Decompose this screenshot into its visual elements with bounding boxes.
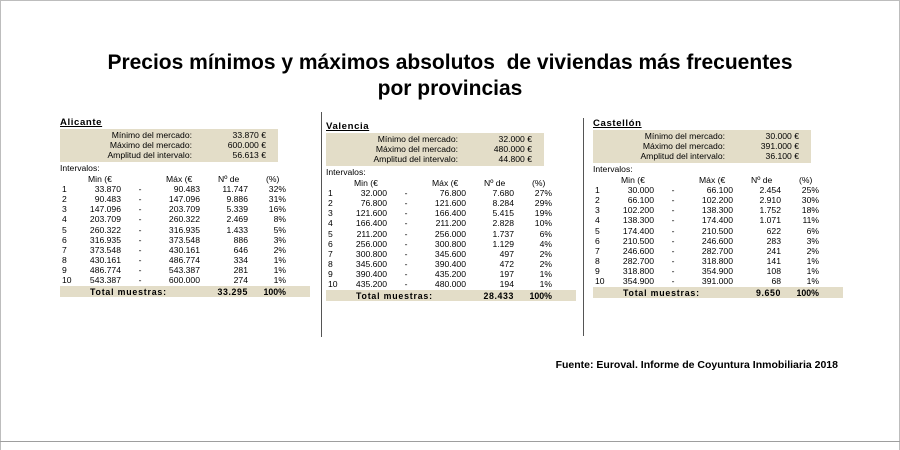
cell-max: 256.000 <box>434 228 466 239</box>
header-min: Min (€ <box>621 174 645 185</box>
cell-percent: 32% <box>268 183 286 194</box>
max-value: 391.000 € <box>760 141 799 152</box>
cell-index: 5 <box>62 224 67 235</box>
cell-percent: 1% <box>273 265 286 276</box>
province-panel <box>593 119 843 298</box>
cell-percent: 4% <box>539 238 552 249</box>
max-label: Máximo del mercado: <box>642 141 725 152</box>
total-label: Total muestras: <box>356 290 433 301</box>
max-label: Máximo del mercado: <box>109 140 192 151</box>
cell-min: 354.900 <box>622 276 654 287</box>
cell-index: 1 <box>595 184 600 195</box>
header-min: Min (€ <box>354 177 378 188</box>
cell-min: 318.800 <box>622 266 654 277</box>
cell-max: 345.600 <box>434 248 466 259</box>
cell-count: 1.129 <box>492 238 514 249</box>
cell-min: 390.400 <box>355 269 387 280</box>
cell-count: 274 <box>233 275 248 286</box>
table-row <box>326 239 576 249</box>
intervals-label: Intervalos: <box>60 162 100 173</box>
market-summary <box>60 129 278 162</box>
cell-min: 66.100 <box>627 194 654 205</box>
cell-percent: 2% <box>539 248 552 259</box>
cell-max: 282.700 <box>701 245 733 256</box>
cell-max: 102.200 <box>701 194 733 205</box>
cell-index: 5 <box>595 225 600 236</box>
separator-2 <box>583 118 584 336</box>
cell-dash: - <box>138 224 142 235</box>
cell-min: 121.600 <box>355 208 387 219</box>
cell-percent: 19% <box>534 208 552 219</box>
cell-max: 480.000 <box>434 279 466 290</box>
table-row <box>593 276 843 286</box>
table-row <box>593 205 843 215</box>
cell-percent: 8% <box>273 214 286 225</box>
cell-dash: - <box>671 245 675 256</box>
province-panel <box>326 122 576 301</box>
table-row <box>60 225 310 235</box>
cell-index: 7 <box>328 248 333 259</box>
cell-min: 300.800 <box>355 248 387 259</box>
province-panel <box>60 118 310 297</box>
cell-count: 194 <box>499 279 514 290</box>
frame-border-bottom <box>0 441 900 442</box>
min-label: Mínimo del mercado: <box>377 134 458 144</box>
cell-index: 9 <box>62 265 67 276</box>
cell-count: 9.886 <box>226 193 248 204</box>
market-summary <box>593 130 811 163</box>
cell-max: 316.935 <box>168 224 200 235</box>
table-row <box>60 184 310 194</box>
cell-count: 622 <box>766 225 781 236</box>
amplitud-value: 44.800 € <box>498 154 532 165</box>
cell-dash: - <box>138 183 142 194</box>
cell-dash: - <box>138 193 142 204</box>
cell-count: 241 <box>766 245 781 256</box>
cell-max: 435.200 <box>434 269 466 280</box>
cell-index: 1 <box>62 183 67 194</box>
summary-row-amplitud <box>60 150 278 160</box>
cell-dash: - <box>404 197 408 208</box>
cell-min: 147.096 <box>89 204 121 215</box>
cell-dash: - <box>671 194 675 205</box>
cell-index: 9 <box>595 266 600 277</box>
cell-percent: 25% <box>801 184 819 195</box>
cell-min: 435.200 <box>355 279 387 290</box>
cell-max: 373.548 <box>168 234 200 245</box>
table-row <box>326 229 576 239</box>
cell-min: 256.000 <box>355 238 387 249</box>
table-header <box>60 174 310 184</box>
cell-min: 543.387 <box>89 275 121 286</box>
cell-min: 373.548 <box>89 244 121 255</box>
cell-index: 10 <box>62 275 72 286</box>
total-label: Total muestras: <box>90 286 167 297</box>
cell-index: 1 <box>328 187 333 198</box>
cell-dash: - <box>138 255 142 266</box>
summary-row-max <box>326 144 544 154</box>
cell-min: 33.870 <box>94 183 121 194</box>
cell-count: 141 <box>766 256 781 267</box>
cell-percent: 1% <box>539 269 552 280</box>
table-row <box>326 259 576 269</box>
cell-min: 30.000 <box>627 184 654 195</box>
cell-dash: - <box>138 214 142 225</box>
cell-count: 2.454 <box>759 184 781 195</box>
cell-count: 2.828 <box>492 218 514 229</box>
total-value: 9.650 <box>755 287 781 298</box>
cell-count: 1.433 <box>226 224 248 235</box>
cell-dash: - <box>404 248 408 259</box>
table-row <box>60 275 310 285</box>
cell-index: 10 <box>595 276 605 287</box>
total-value: 28.433 <box>483 290 514 301</box>
cell-percent: 1% <box>273 275 286 286</box>
cell-min: 282.700 <box>622 256 654 267</box>
header-percent: (%) <box>266 173 280 184</box>
cell-percent: 1% <box>806 266 819 277</box>
cell-percent: 18% <box>801 205 819 216</box>
cell-count: 2.469 <box>226 214 248 225</box>
cell-min: 76.800 <box>360 197 387 208</box>
cell-count: 68 <box>771 276 781 287</box>
table-row <box>60 204 310 214</box>
cell-count: 5.339 <box>226 204 248 215</box>
table-row <box>326 249 576 259</box>
total-percent: 100% <box>263 286 286 297</box>
cell-max: 211.200 <box>435 218 466 229</box>
summary-row-min <box>60 130 278 140</box>
cell-max: 203.709 <box>168 204 200 215</box>
cell-dash: - <box>671 205 675 216</box>
cell-count: 197 <box>499 269 514 280</box>
cell-max: 390.400 <box>434 259 466 270</box>
table-row <box>60 245 310 255</box>
cell-count: 7.680 <box>492 187 514 198</box>
cell-min: 486.774 <box>89 265 121 276</box>
summary-row-min <box>593 131 811 141</box>
max-value: 600.000 € <box>227 140 266 151</box>
cell-index: 10 <box>328 279 338 290</box>
cell-percent: 30% <box>801 194 819 205</box>
amplitud-label: Amplitud del intervalo: <box>640 151 725 162</box>
cell-min: 174.400 <box>622 225 654 236</box>
frame-border-top <box>0 0 900 1</box>
table-row <box>593 256 843 266</box>
cell-index: 4 <box>62 214 67 225</box>
cell-count: 1.752 <box>759 205 781 216</box>
cell-percent: 31% <box>268 193 286 204</box>
cell-dash: - <box>138 244 142 255</box>
table-row <box>593 185 843 195</box>
summary-row-amplitud <box>593 151 811 161</box>
cell-index: 8 <box>595 256 600 267</box>
cell-min: 430.161 <box>89 255 121 266</box>
cell-min: 138.300 <box>622 215 654 226</box>
summary-row-min <box>326 134 544 144</box>
cell-max: 90.483 <box>173 183 200 194</box>
total-row <box>326 290 576 301</box>
cell-index: 6 <box>328 238 333 249</box>
total-label: Total muestras: <box>623 287 700 298</box>
cell-max: 600.000 <box>168 275 200 286</box>
cell-dash: - <box>404 218 408 229</box>
table-row <box>593 226 843 236</box>
cell-index: 2 <box>595 194 600 205</box>
page-title <box>0 50 900 102</box>
cell-count: 497 <box>499 248 514 259</box>
cell-dash: - <box>671 256 675 267</box>
table-row <box>593 246 843 256</box>
min-label: Mínimo del mercado: <box>644 131 725 141</box>
table-row <box>326 269 576 279</box>
cell-max: 147.096 <box>168 193 200 204</box>
table-row <box>60 265 310 275</box>
header-count: Nº de <box>218 173 240 184</box>
cell-index: 9 <box>328 269 333 280</box>
cell-percent: 10% <box>534 218 552 229</box>
cell-percent: 16% <box>268 204 286 215</box>
table-row <box>593 266 843 276</box>
cell-percent: 2% <box>273 244 286 255</box>
cell-dash: - <box>404 228 408 239</box>
cell-count: 8.284 <box>492 197 514 208</box>
cell-dash: - <box>404 279 408 290</box>
cell-dash: - <box>671 225 675 236</box>
table-row <box>326 198 576 208</box>
source-note: Fuente: Euroval. Informe de Coyuntura Inmobiliaria 2018 <box>555 359 838 371</box>
cell-max: 430.161 <box>168 244 200 255</box>
cell-max: 543.387 <box>168 265 200 276</box>
intervals-label: Intervalos: <box>326 166 366 177</box>
cell-min: 102.200 <box>622 205 654 216</box>
cell-index: 8 <box>328 259 333 270</box>
cell-max: 138.300 <box>701 205 733 216</box>
cell-percent: 6% <box>539 228 552 239</box>
min-value: 32.000 € <box>498 134 532 144</box>
total-row <box>60 286 310 297</box>
cell-dash: - <box>138 265 142 276</box>
table-header <box>593 175 843 185</box>
cell-min: 260.322 <box>89 224 121 235</box>
header-percent: (%) <box>532 177 546 188</box>
table-row <box>326 188 576 198</box>
total-percent: 100% <box>529 290 552 301</box>
cell-dash: - <box>138 234 142 245</box>
summary-row-amplitud <box>326 154 544 164</box>
cell-index: 7 <box>595 245 600 256</box>
cell-count: 2.910 <box>759 194 781 205</box>
cell-max: 391.000 <box>701 276 733 287</box>
province-name: Valencia <box>326 121 370 132</box>
table-row <box>60 255 310 265</box>
cell-percent: 6% <box>806 225 819 236</box>
cell-min: 316.935 <box>89 234 121 245</box>
cell-dash: - <box>671 276 675 287</box>
cell-min: 166.400 <box>355 218 387 229</box>
cell-percent: 2% <box>806 245 819 256</box>
cell-index: 5 <box>328 228 333 239</box>
province-name: Alicante <box>60 117 103 128</box>
cell-index: 2 <box>62 193 67 204</box>
table-row <box>326 279 576 289</box>
min-value: 33.870 € <box>232 130 266 140</box>
cell-count: 334 <box>233 255 248 266</box>
cell-percent: 29% <box>534 197 552 208</box>
cell-count: 472 <box>499 259 514 270</box>
table-row <box>60 235 310 245</box>
table-row <box>593 236 843 246</box>
cell-index: 7 <box>62 244 67 255</box>
total-percent: 100% <box>796 287 819 298</box>
table-row <box>60 214 310 224</box>
header-max: Máx (€ <box>699 174 726 185</box>
table-row <box>60 194 310 204</box>
amplitud-value: 36.100 € <box>765 151 799 162</box>
max-label: Máximo del mercado: <box>375 144 458 155</box>
amplitud-label: Amplitud del intervalo: <box>373 154 458 165</box>
cell-dash: - <box>404 259 408 270</box>
cell-percent: 2% <box>539 259 552 270</box>
table-row <box>593 215 843 225</box>
cell-max: 300.800 <box>434 238 466 249</box>
summary-row-max <box>60 140 278 150</box>
cell-dash: - <box>138 204 142 215</box>
cell-index: 4 <box>328 218 333 229</box>
cell-max: 246.600 <box>701 235 733 246</box>
cell-dash: - <box>404 269 408 280</box>
cell-count: 1.071 <box>759 215 781 226</box>
cell-min: 203.709 <box>89 214 121 225</box>
cell-max: 210.500 <box>701 225 733 236</box>
cell-percent: 5% <box>273 224 286 235</box>
cell-max: 486.774 <box>168 255 200 266</box>
total-value: 33.295 <box>217 286 248 297</box>
cell-max: 166.400 <box>434 208 466 219</box>
market-summary <box>326 133 544 166</box>
cell-min: 211.200 <box>356 228 387 239</box>
cell-index: 8 <box>62 255 67 266</box>
cell-percent: 27% <box>534 187 552 198</box>
cell-percent: 11% <box>802 215 819 226</box>
summary-row-max <box>593 141 811 151</box>
cell-index: 4 <box>595 215 600 226</box>
cell-dash: - <box>404 187 408 198</box>
header-count: Nº de <box>484 177 506 188</box>
table-header <box>326 178 576 188</box>
header-min: Min (€ <box>88 173 112 184</box>
cell-percent: 1% <box>806 256 819 267</box>
province-name: Castellón <box>593 118 642 129</box>
cell-dash: - <box>671 215 675 226</box>
table-row <box>326 218 576 228</box>
min-label: Mínimo del mercado: <box>111 130 192 140</box>
cell-count: 5.415 <box>492 208 514 219</box>
cell-dash: - <box>138 275 142 286</box>
cell-min: 210.500 <box>622 235 654 246</box>
cell-count: 1.737 <box>492 228 514 239</box>
table-row <box>326 208 576 218</box>
title-line-2: por provincias <box>377 77 523 100</box>
table-row <box>593 195 843 205</box>
cell-percent: 1% <box>806 276 819 287</box>
amplitud-value: 56.613 € <box>232 150 266 161</box>
header-count: Nº de <box>751 174 773 185</box>
cell-percent: 1% <box>273 255 286 266</box>
intervals-label: Intervalos: <box>593 163 633 174</box>
cell-dash: - <box>671 235 675 246</box>
cell-percent: 1% <box>539 279 552 290</box>
cell-min: 246.600 <box>622 245 654 256</box>
cell-index: 6 <box>62 234 67 245</box>
cell-max: 354.900 <box>701 266 733 277</box>
cell-max: 174.400 <box>701 215 733 226</box>
cell-percent: 3% <box>806 235 819 246</box>
amplitud-label: Amplitud del intervalo: <box>107 150 192 161</box>
header-max: Máx (€ <box>432 177 459 188</box>
max-value: 480.000 € <box>493 144 532 155</box>
cell-index: 3 <box>595 205 600 216</box>
cell-count: 886 <box>233 234 248 245</box>
cell-index: 2 <box>328 197 333 208</box>
cell-max: 121.600 <box>434 197 466 208</box>
cell-dash: - <box>671 184 675 195</box>
cell-min: 90.483 <box>94 193 121 204</box>
header-max: Máx (€ <box>166 173 193 184</box>
cell-index: 3 <box>328 208 333 219</box>
cell-index: 6 <box>595 235 600 246</box>
cell-max: 260.322 <box>168 214 200 225</box>
cell-index: 3 <box>62 204 67 215</box>
cell-max: 76.800 <box>439 187 466 198</box>
cell-count: 108 <box>766 266 781 277</box>
cell-max: 66.100 <box>706 184 733 195</box>
header-percent: (%) <box>799 174 813 185</box>
title-line-1: Precios mínimos y máximos absolutos de viviendas más frecuentes <box>107 51 793 74</box>
cell-dash: - <box>404 238 408 249</box>
cell-min: 345.600 <box>355 259 387 270</box>
total-row <box>593 287 843 298</box>
cell-max: 318.800 <box>701 256 733 267</box>
cell-percent: 3% <box>273 234 286 245</box>
cell-dash: - <box>404 208 408 219</box>
min-value: 30.000 € <box>765 131 799 141</box>
cell-count: 646 <box>233 244 248 255</box>
cell-dash: - <box>671 266 675 277</box>
cell-count: 11.747 <box>222 183 248 194</box>
separator-1 <box>321 112 322 337</box>
cell-count: 283 <box>766 235 781 246</box>
cell-count: 281 <box>233 265 248 276</box>
cell-min: 32.000 <box>360 187 387 198</box>
